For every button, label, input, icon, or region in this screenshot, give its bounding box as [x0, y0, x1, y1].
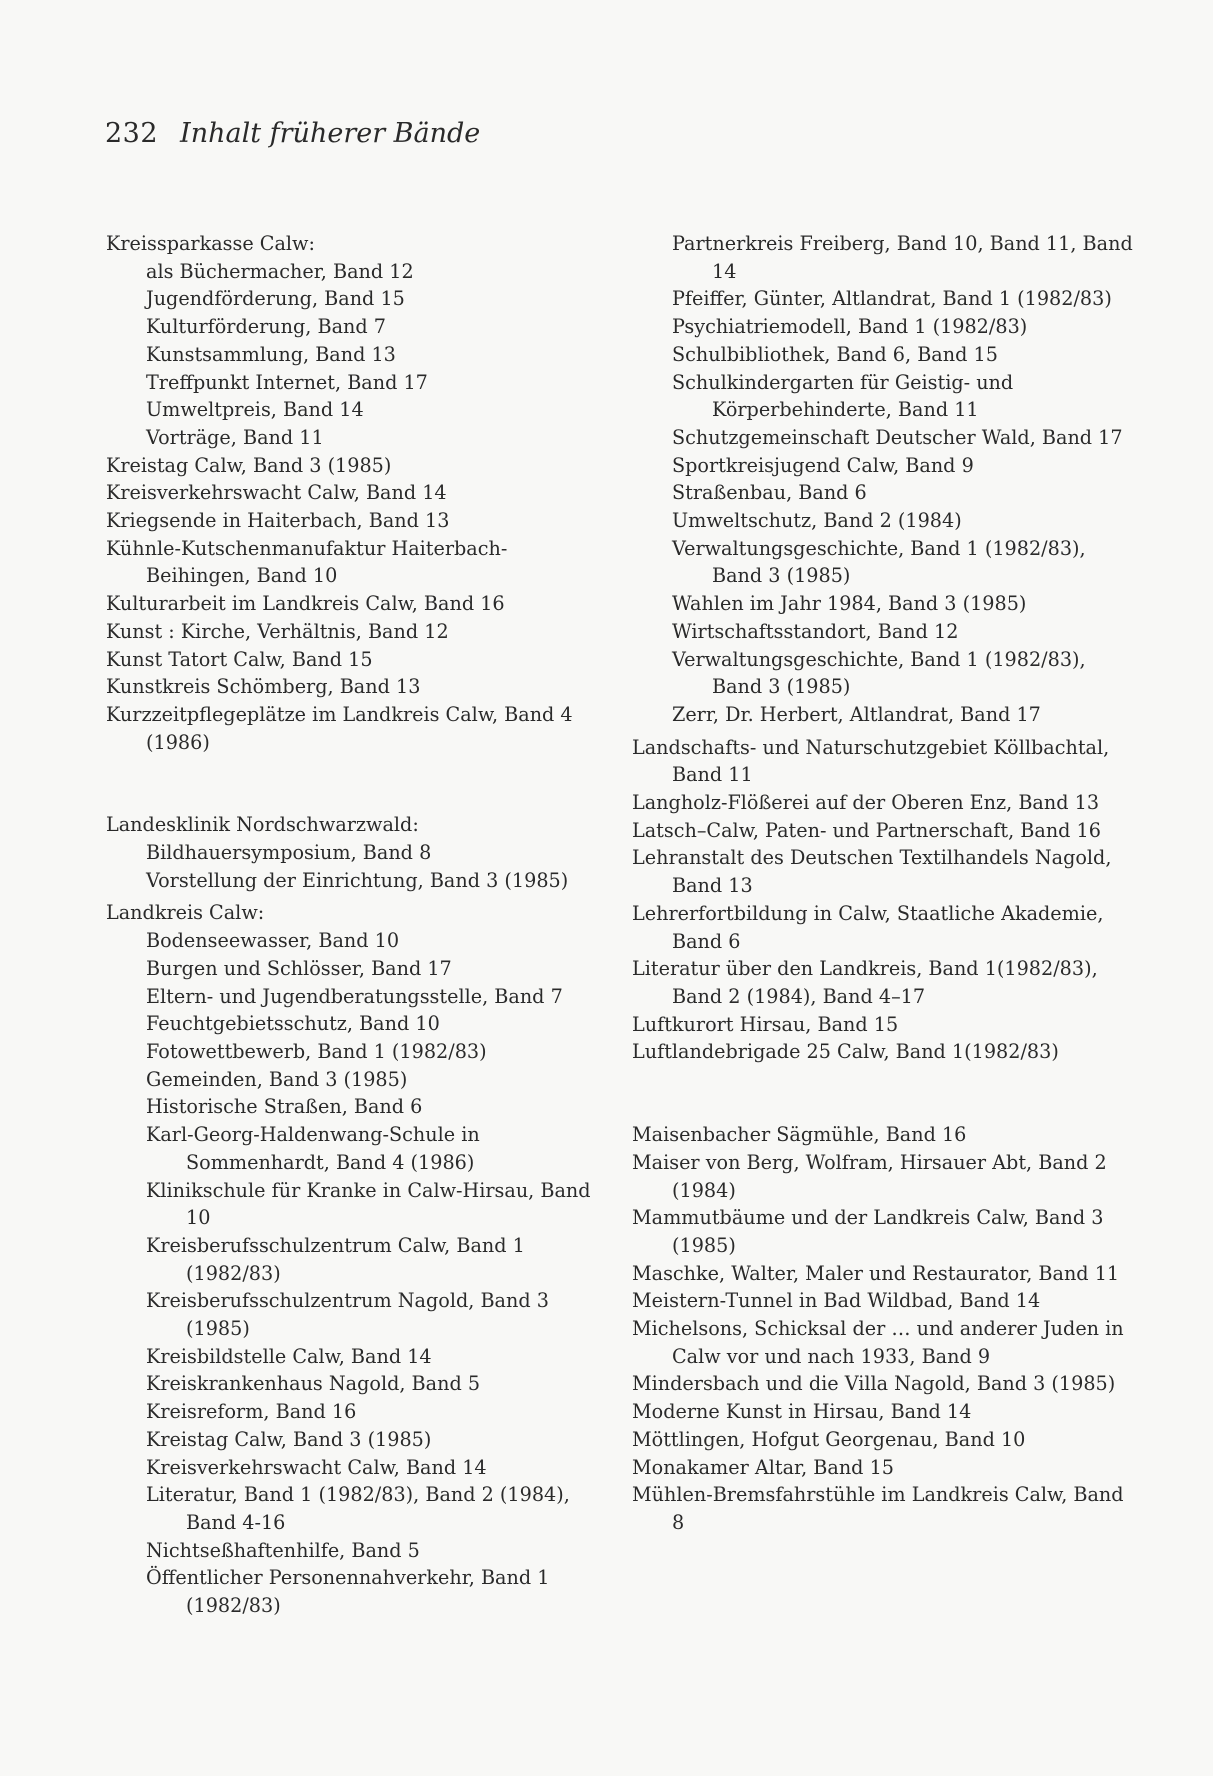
index-entry: Kurzzeitpflegeplätze im Landkreis Calw, Band 4 (1986) — [106, 702, 573, 754]
index-entry: Mammutbäume und der Landkreis Calw, Band 3 (1985) — [632, 1206, 1104, 1257]
index-subentry: Kreisberufsschulzentrum Nagold, Band 3 (1985) — [146, 1289, 549, 1341]
index-entry: Mindersbach und die Villa Nagold, Band 3 (1985) — [632, 1372, 1116, 1396]
section-gap — [106, 756, 606, 811]
index-entry: Maisenbacher Sägmühle, Band 16 — [632, 1123, 967, 1147]
index-entry: Landkreis Calw: — [106, 901, 265, 925]
index-entry: Mühlen-Bremsfahrstühle im Landkreis Calw, Band 8 — [632, 1483, 1124, 1534]
index-subentry: Nichtseßhaftenhilfe, Band 5 — [146, 1538, 420, 1562]
index-subentry: Kunstsammlung, Band 13 — [146, 342, 396, 366]
index-subentry: Kreisreform, Band 16 — [146, 1400, 357, 1424]
index-subentry: Bildhauersymposium, Band 8 — [146, 841, 432, 865]
index-subentry: Burgen und Schlösser, Band 17 — [146, 956, 452, 980]
index-column-right — [632, 230, 1140, 1537]
index-entry: Lehranstalt des Deutschen Textilhandels Nagold, Band 13 — [632, 846, 1112, 898]
index-entry: Meistern-Tunnel in Bad Wildbad, Band 14 — [632, 1289, 1041, 1313]
index-subentry: Gemeinden, Band 3 (1985) — [146, 1067, 408, 1091]
running-title: Inhalt früherer Bände — [180, 118, 481, 149]
index-subentry: Psychiatriemodell, Band 1 (1982/83) — [672, 315, 1028, 339]
running-header — [105, 118, 480, 149]
index-subentry: Schulkindergarten für Geistig- und Körperbehinderte, Band 11 — [672, 370, 1014, 422]
index-subentry: Kreisberufsschulzentrum Calw, Band 1 (1982/83) — [146, 1233, 525, 1285]
index-subentry: Kreisbildstelle Calw, Band 14 — [146, 1344, 432, 1368]
index-entry: Kreissparkasse Calw: — [106, 232, 315, 255]
index-entry: Kunstkreis Schömberg, Band 13 — [106, 675, 421, 699]
index-subentry: Schutzgemeinschaft Deutscher Wald, Band 17 — [672, 425, 1123, 449]
index-subentry: Kreisverkehrswacht Calw, Band 14 — [146, 1455, 487, 1479]
index-subentry: Klinikschule für Kranke in Calw-Hirsau, Band 10 — [146, 1178, 591, 1230]
index-subentry: Bodenseewasser, Band 10 — [146, 929, 400, 953]
index-entry: Latsch–Calw, Paten- und Partnerschaft, Band 16 — [632, 818, 1101, 842]
index-entry: Kreisverkehrswacht Calw, Band 14 — [106, 481, 447, 505]
index-subentry: Straßenbau, Band 6 — [672, 481, 867, 505]
index-subentry: Kulturförderung, Band 7 — [146, 315, 386, 339]
index-subentry: Eltern- und Jugendberatungsstelle, Band 7 — [146, 984, 563, 1008]
index-entry: Luftlandebrigade 25 Calw, Band 1(1982/83) — [632, 1040, 1059, 1064]
index-entry: Moderne Kunst in Hirsau, Band 14 — [632, 1400, 972, 1424]
index-subentry: Pfeiffer, Günter, Altlandrat, Band 1 (1982/83) — [672, 287, 1112, 311]
index-subentry: Fotowettbewerb, Band 1 (1982/83) — [146, 1039, 487, 1063]
index-column-left — [106, 230, 606, 1620]
index-entry: Kunst Tatort Calw, Band 15 — [106, 647, 373, 671]
index-subentry: Vorstellung der Einrichtung, Band 3 (1985) — [146, 868, 569, 892]
index-subentry: Historische Straßen, Band 6 — [146, 1095, 423, 1119]
index-entry: Maiser von Berg, Wolfram, Hirsauer Abt, Band 2 (1984) — [632, 1150, 1107, 1202]
index-entry: Kreistag Calw, Band 3 (1985) — [106, 453, 392, 477]
index-subentry: Karl-Georg-Haldenwang-Schule in Sommenhardt, Band 4 (1986) — [146, 1123, 480, 1174]
index-subentry: Umweltpreis, Band 14 — [146, 398, 364, 422]
index-subentry: Wirtschaftsstandort, Band 12 — [672, 619, 959, 643]
index-entry: Landesklinik Nordschwarzwald: — [106, 813, 419, 837]
index-subentry: Schulbibliothek, Band 6, Band 15 — [672, 342, 998, 366]
index-entry: Kriegsende in Haiterbach, Band 13 — [106, 509, 450, 533]
index-entry: Langholz-Flößerei auf der Oberen Enz, Band 13 — [632, 791, 1100, 815]
index-subentry: Zerr, Dr. Herbert, Altlandrat, Band 17 — [672, 702, 1041, 726]
index-entry: Monakamer Altar, Band 15 — [632, 1455, 894, 1479]
index-entry: Michelsons, Schicksal der … und anderer Juden in Calw vor und nach 1933, Band 9 — [632, 1317, 1124, 1368]
index-subentry: Sportkreisjugend Calw, Band 9 — [672, 453, 974, 477]
index-subentry: Feuchtgebietsschutz, Band 10 — [146, 1012, 440, 1036]
index-subentry: Wahlen im Jahr 1984, Band 3 (1985) — [672, 592, 1027, 616]
index-subentry: Öffentlicher Personennahverkehr, Band 1 (1982/83) — [146, 1566, 550, 1618]
index-entry: Literatur über den Landkreis, Band 1(1982/83), Band 2 (1984), Band 4–17 — [632, 957, 1098, 1008]
index-entry: Kulturarbeit im Landkreis Calw, Band 16 — [106, 592, 505, 616]
index-subentry: Vorträge, Band 11 — [146, 425, 324, 449]
index-subentry: Literatur, Band 1 (1982/83), Band 2 (1984), Band 4-16 — [146, 1483, 570, 1534]
index-entry: Kühnle-Kutschenmanufaktur Haiterbach-Beihingen, Band 10 — [106, 536, 508, 588]
index-subentry: Verwaltungsgeschichte, Band 1 (1982/83), Band 3 (1985) — [672, 536, 1086, 588]
index-subentry: Treffpunkt Internet, Band 17 — [146, 370, 428, 394]
index-entry: Lehrerfortbildung in Calw, Staatliche Akademie, Band 6 — [632, 901, 1104, 953]
index-entry: Landschafts- und Naturschutzgebiet Köllbachtal, Band 11 — [632, 735, 1110, 787]
page-number: 232 — [105, 118, 159, 149]
index-subentry: Kreiskrankenhaus Nagold, Band 5 — [146, 1372, 481, 1396]
index-subentry: Jugendförderung, Band 15 — [146, 287, 405, 311]
index-subentry: Verwaltungsgeschichte, Band 1 (1982/83), Band 3 (1985) — [672, 647, 1086, 699]
index-entry: Maschke, Walter, Maler und Restaurator, Band 11 — [632, 1261, 1120, 1285]
section-gap — [632, 1066, 1140, 1121]
index-entry: Kunst : Kirche, Verhältnis, Band 12 — [106, 619, 449, 643]
index-subentry: Umweltschutz, Band 2 (1984) — [672, 509, 962, 533]
index-entry: Möttlingen, Hofgut Georgenau, Band 10 — [632, 1427, 1026, 1451]
index-subentry: als Büchermacher, Band 12 — [146, 259, 414, 283]
index-entry: Luftkurort Hirsau, Band 15 — [632, 1012, 899, 1036]
index-subentry: Partnerkreis Freiberg, Band 10, Band 11, Band 14 — [672, 232, 1133, 283]
index-subentry: Kreistag Calw, Band 3 (1985) — [146, 1427, 432, 1451]
